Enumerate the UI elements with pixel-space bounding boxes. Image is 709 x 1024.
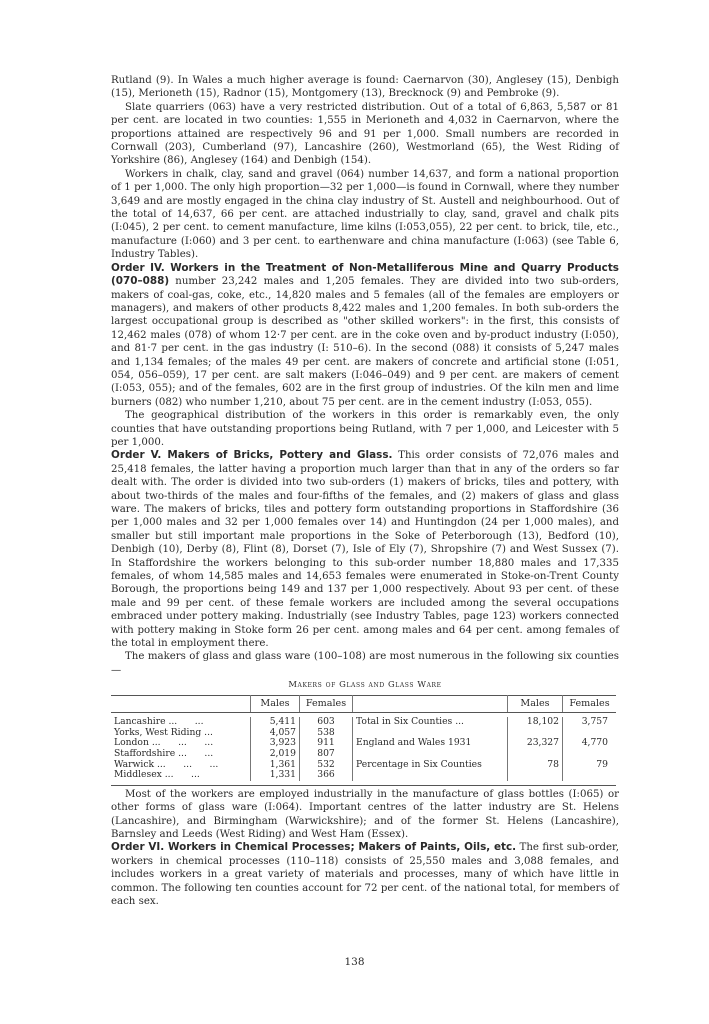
paragraph-body: The first sub-order, workers in chemical processes (110–118) consists of 25,550 males and 3,088 females, and includes workers in a great variety of materials and processes, many of which have little in common. The following ten counties account for 72 per cent. of the national total, for members of each sex. (111, 842, 619, 908)
page-number: 138 (344, 956, 365, 968)
county-cell: London ... ... ... (114, 737, 214, 749)
females-cell: 603 (300, 717, 353, 728)
county-cell: Warwick ... ... ... (114, 758, 219, 770)
summary-label-cell: Total in Six Counties ... (353, 717, 508, 728)
glass-makers-table (111, 695, 616, 786)
males-cell: 5,411 (251, 717, 300, 728)
paragraph: Rutland (9). In Wales a much higher average is found: Caernarvon (30), Anglesey (15), Denbigh (15), Merioneth (15), Radnor (15), Montgomery (13), Brecknock (9) and Pembroke (9). (111, 75, 619, 100)
body-text (111, 74, 619, 909)
paragraph: Workers in chalk, clay, sand and gravel (064) number 14,637, and form a national proportion of 1 per 1,000. The only high proportion—32 per 1,000—is found in Cornwall, where they number 3,649 and are mostly engaged in the china clay industry of St. Austell and neighbourhood. Out of the total of 14,637, 66 per cent. are attached industrially to clay, sand, gravel and chalk pits (I:045), 2 per cent. to cement manufacture, lime kilns (I:053,055), 22 per cent. to brick, tile, etc., manufacture (I:060) and 3 per cent. to earthenware and china manufacture (I:063) (see Table 6, Industry Tables). (111, 168, 619, 261)
summary-females-cell: 4,770 (563, 738, 617, 749)
females-cell: 532 (300, 760, 353, 771)
paragraph (111, 262, 619, 409)
paragraph-body: This order consists of 72,076 males and 25,418 females, the latter having a proportion much larger than that in any of the orders so far dealt with. The order is divided into two sub-orders (1) makers of bricks, tiles and pottery, with about two-thirds of the males and four-fifths of the females, and (2) makers of glass and glass ware. The makers of bricks, tiles and pottery form outstanding proportions in Staffordshire (36 per 1,000 males and 32 per 1,000 females over 14) and Huntingdon (24 per 1,000 males), and smaller but still important male proportions in the Soke of Peterborough (13), Bedford (10), Denbigh (10), Derby (8), Flint (8), Dorset (7), Isle of Ely (7), Shropshire (7) and West Sussex (7). In Staffordshire the workers belonging to this sub-order number 18,880 males and 17,335 females, of whom 14,585 males and 14,653 females were enumerated in Stoke-on-Trent County Borough, the proportions being 149 and 137 per 1,000 respectively. About 93 per cent. of these male and 99 per cent. of these female workers are included among the several occupations embraced under pottery making. Industrially (see Industry Tables, page 123) workers connected with pottery making in Stoke form 26 per cent. among males and 64 per cent. among females of the total in employment there. (111, 450, 619, 650)
county-cell: Middlesex ... ... (114, 769, 200, 781)
paragraph: Most of the workers are employed industrially in the manufacture of glass bottles (I:065) or other forms of glass ware (I:064). Important centres of the latter industry are St. Helens (Lancashire), and Birmingham (Warwickshire); and of the former St. Helens (Lancashire), Barnsley and Leeds (West Riding) and West Ham (Essex). (111, 788, 619, 841)
section-heading: Order IV. Workers in the Treatment of Non-Metalliferous Mine and Quarry Products (070–088) (111, 261, 619, 288)
summary-males-cell: 78 (508, 760, 563, 771)
summary-males-cell (508, 770, 563, 781)
males-cell: 4,057 (251, 728, 300, 739)
table-row (111, 770, 616, 781)
females-cell: 911 (300, 738, 353, 749)
summary-label-cell (353, 770, 508, 781)
males-cell: 1,361 (251, 760, 300, 771)
table-caption: Makers of Glass and Glass Ware (288, 679, 442, 690)
section-heading: Order V. Makers of Bricks, Pottery and Glass. (111, 449, 393, 462)
females-cell: 538 (300, 728, 353, 739)
paragraph: The makers of glass and glass ware (100–108) are most numerous in the following six counties— (111, 651, 619, 676)
females-cell: 366 (300, 770, 353, 781)
males-cell: 3,923 (251, 738, 300, 749)
county-cell: Staffordshire ... ... (114, 748, 214, 760)
summary-females-cell: 79 (563, 760, 617, 771)
col-header-males: Males (251, 695, 300, 713)
males-cell: 2,019 (251, 749, 300, 760)
paragraph (111, 841, 619, 908)
col-header-females-2: Females (563, 695, 617, 713)
summary-females-cell: 3,757 (563, 717, 617, 728)
col-header-males-2: Males (508, 695, 563, 713)
county-cell: Yorks, West Riding ... (114, 726, 213, 738)
col-header-females: Females (300, 695, 353, 713)
county-cell: Lancashire ... ... (114, 716, 204, 728)
summary-males-cell: 18,102 (508, 717, 563, 728)
section-heading: Order VI. Workers in Chemical Processes; Makers of Paints, Oils, etc. (111, 841, 517, 854)
summary-label-cell: England and Wales 1931 (353, 738, 508, 749)
summary-males-cell: 23,327 (508, 738, 563, 749)
paragraph: The geographical distribution of the workers in this order is remarkably even, the only counties that have outstanding proportions being Rutland, with 7 per 1,000, and Leicester with 5 per 1,000. (111, 410, 619, 448)
paragraph: Slate quarriers (063) have a very restricted distribution. Out of a total of 6,863, 5,587 or 81 per cent. are located in two counties: 1,555 in Merioneth and 4,032 in Caernarvon, where the proportions attained are respectively 96 and 91 per 1,000. Small numbers are recorded in Cornwall (203), Cumberland (97), Lancashire (260), Westmorland (65), the West Riding of Yorkshire (86), Anglesey (164) and Denbigh (154). (111, 101, 619, 167)
paragraph-body: number 23,242 males and 1,205 females. They are divided into two sub-orders, makers of coal-gas, coke, etc., 14,820 males and 5 females (all of the females are employers or managers), and makers of other products 8,422 males and 1,200 females. In both sub-orders the largest occupational group is described as "other skilled workers": in the first, this consists of 12,462 males (078) of whom 12·7 per cent. are in the coke oven and by-product industry (I:050), and 81·7 per cent. in the gas industry (I: 510–6). In the second (088) it consists of 5,247 males and 1,134 females; of the males 49 per cent. are makers of concrete and artificial stone (I:051, 054, 056–059), 17 per cent. are salt makers (I:046–049) and 9 per cent. are makers of cement (I:053, 055); and of the females, 602 are in the first group of industries. Of the kiln men and lime burners (082) who number 1,210, about 75 per cent. are in the cement industry (I:053, 055). (111, 276, 619, 408)
table-body (111, 713, 616, 786)
summary-females-cell (563, 770, 617, 781)
females-cell: 807 (300, 749, 353, 760)
paragraph (111, 449, 619, 650)
summary-label-cell: Percentage in Six Counties (353, 760, 508, 771)
table-header-row (111, 695, 616, 713)
males-cell: 1,331 (251, 770, 300, 781)
